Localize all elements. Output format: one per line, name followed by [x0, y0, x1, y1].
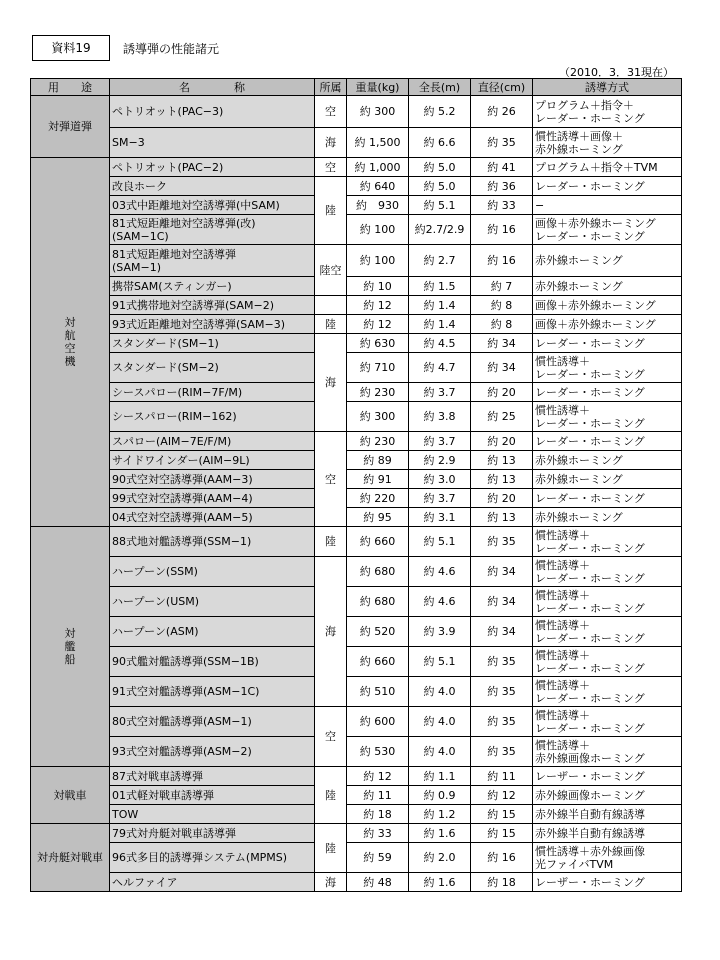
table-row [31, 296, 682, 315]
missile-name: ペトリオット(PAC−2) [110, 158, 315, 177]
table-row [31, 767, 682, 786]
diameter-cell: 約 15 [471, 824, 533, 843]
table-row [31, 737, 682, 767]
length-cell: 約 4.7 [409, 353, 471, 383]
table-row [31, 383, 682, 402]
diameter-cell: 約 41 [471, 158, 533, 177]
weight-cell: 約 33 [347, 824, 409, 843]
guidance-cell: 赤外線半自動有線誘導 [533, 824, 682, 843]
diameter-cell: 約 25 [471, 402, 533, 432]
guidance-cell: 赤外線ホーミング [533, 470, 682, 489]
missile-name: ハープーン(SSM) [110, 557, 315, 587]
guidance-cell: レーダー・ホーミング [533, 383, 682, 402]
length-cell: 約 3.0 [409, 470, 471, 489]
length-cell: 約 4.6 [409, 557, 471, 587]
length-cell: 約 3.1 [409, 508, 471, 527]
weight-cell: 約 220 [347, 489, 409, 508]
missile-name: スタンダード(SM−2) [110, 353, 315, 383]
missile-name: 90式艦対艦誘導弾(SSM−1B) [110, 647, 315, 677]
diameter-cell: 約 16 [471, 215, 533, 245]
missile-name: 91式携帯地対空誘導弾(SAM−2) [110, 296, 315, 315]
guidance-cell: 画像＋赤外線ホーミング レーダー・ホーミング [533, 215, 682, 245]
table-row [31, 707, 682, 737]
guidance-cell: 画像＋赤外線ホーミング [533, 296, 682, 315]
guidance-cell: 赤外線ホーミング [533, 245, 682, 277]
guidance-cell: 慣性誘導＋ レーダー・ホーミング [533, 587, 682, 617]
diameter-cell: 約 35 [471, 737, 533, 767]
table-row [31, 786, 682, 805]
missile-name: 93式近距離地対空誘導弾(SAM−3) [110, 315, 315, 334]
weight-cell: 約 630 [347, 334, 409, 353]
missile-name: 携帯SAM(スティンガー) [110, 277, 315, 296]
length-cell: 約 1.1 [409, 767, 471, 786]
diameter-cell: 約 18 [471, 873, 533, 892]
table-row [31, 432, 682, 451]
affiliation-cell: 陸 [315, 767, 347, 824]
diameter-cell: 約 16 [471, 843, 533, 873]
diameter-cell: 約 35 [471, 128, 533, 158]
missile-spec-table [30, 78, 682, 892]
diameter-cell: 約 34 [471, 334, 533, 353]
diameter-cell: 約 26 [471, 96, 533, 128]
length-cell: 約 5.1 [409, 196, 471, 215]
table-row [31, 451, 682, 470]
guidance-cell: 赤外線画像ホーミング [533, 786, 682, 805]
diameter-cell: 約 12 [471, 786, 533, 805]
affiliation-cell: 陸 [315, 824, 347, 873]
length-cell: 約 5.0 [409, 177, 471, 196]
header-name: 名 称 [110, 79, 315, 96]
diameter-cell: 約 35 [471, 677, 533, 707]
missile-name: シースパロー(RIM−7F/M) [110, 383, 315, 402]
weight-cell: 約 48 [347, 873, 409, 892]
table-row [31, 353, 682, 383]
length-cell: 約 2.0 [409, 843, 471, 873]
weight-cell: 約 510 [347, 677, 409, 707]
guidance-cell: レーダー・ホーミング [533, 489, 682, 508]
weight-cell: 約 91 [347, 470, 409, 489]
weight-cell: 約 300 [347, 96, 409, 128]
length-cell: 約 1.6 [409, 873, 471, 892]
header-affiliation: 所属 [315, 79, 347, 96]
affiliation-cell: 海 [315, 128, 347, 158]
header-row [31, 79, 682, 96]
diameter-cell: 約 11 [471, 767, 533, 786]
length-cell: 約2.7/2.9 [409, 215, 471, 245]
diameter-cell: 約 13 [471, 470, 533, 489]
length-cell: 約 1.6 [409, 824, 471, 843]
affiliation-cell [315, 296, 347, 315]
guidance-cell: 画像＋赤外線ホーミング [533, 315, 682, 334]
missile-name: 87式対戦車誘導弾 [110, 767, 315, 786]
diameter-cell: 約 35 [471, 647, 533, 677]
weight-cell: 約 530 [347, 737, 409, 767]
guidance-cell: 慣性誘導＋赤外線画像 光ファイバTVM [533, 843, 682, 873]
guidance-cell: − [533, 196, 682, 215]
guidance-cell: 赤外線半自動有線誘導 [533, 805, 682, 824]
weight-cell: 約 930 [347, 196, 409, 215]
missile-name: 04式空対空誘導弾(AAM−5) [110, 508, 315, 527]
affiliation-cell: 陸 [315, 315, 347, 334]
missile-name: ハープーン(USM) [110, 587, 315, 617]
affiliation-cell: 空 [315, 707, 347, 767]
header-length: 全長(m) [409, 79, 471, 96]
missile-name: 90式空対空誘導弾(AAM−3) [110, 470, 315, 489]
guidance-cell: 慣性誘導＋ レーダー・ホーミング [533, 707, 682, 737]
weight-cell: 約 640 [347, 177, 409, 196]
guidance-cell: 慣性誘導＋ レーダー・ホーミング [533, 557, 682, 587]
weight-cell: 約 11 [347, 786, 409, 805]
affiliation-cell: 陸空 [315, 245, 347, 296]
weight-cell: 約 680 [347, 587, 409, 617]
diameter-cell: 約 34 [471, 353, 533, 383]
diameter-cell: 約 34 [471, 587, 533, 617]
weight-cell: 約 12 [347, 315, 409, 334]
length-cell: 約 6.6 [409, 128, 471, 158]
length-cell: 約 2.7 [409, 245, 471, 277]
header-diameter: 直径(cm) [471, 79, 533, 96]
weight-cell: 約 100 [347, 245, 409, 277]
missile-name: ヘルファイア [110, 873, 315, 892]
length-cell: 約 1.4 [409, 315, 471, 334]
length-cell: 約 3.8 [409, 402, 471, 432]
missile-name: ハープーン(ASM) [110, 617, 315, 647]
table-row [31, 315, 682, 334]
table-row [31, 617, 682, 647]
guidance-cell: レーダー・ホーミング [533, 177, 682, 196]
weight-cell: 約 520 [347, 617, 409, 647]
category-cell: 対舟艇対戦車 [31, 824, 110, 892]
missile-name: SM−3 [110, 128, 315, 158]
table-row [31, 587, 682, 617]
weight-cell: 約 18 [347, 805, 409, 824]
missile-name: 改良ホーク [110, 177, 315, 196]
header-weight: 重量(kg) [347, 79, 409, 96]
document-title: 誘導弾の性能諸元 [123, 42, 220, 56]
length-cell: 約 1.2 [409, 805, 471, 824]
missile-name: スパロー(AIM−7E/F/M) [110, 432, 315, 451]
length-cell: 約 4.5 [409, 334, 471, 353]
guidance-cell: 慣性誘導＋ レーダー・ホーミング [533, 353, 682, 383]
table-row [31, 245, 682, 277]
table-row [31, 508, 682, 527]
weight-cell: 約 12 [347, 767, 409, 786]
guidance-cell: レーザー・ホーミング [533, 873, 682, 892]
table-row [31, 177, 682, 196]
guidance-cell: 赤外線ホーミング [533, 508, 682, 527]
weight-cell: 約 230 [347, 383, 409, 402]
weight-cell: 約 12 [347, 296, 409, 315]
diameter-cell: 約 16 [471, 245, 533, 277]
missile-name: 91式空対艦誘導弾(ASM−1C) [110, 677, 315, 707]
guidance-cell: 慣性誘導＋ レーダー・ホーミング [533, 617, 682, 647]
length-cell: 約 4.0 [409, 707, 471, 737]
category-cell: 対 航 空 機 [31, 158, 110, 527]
table-row [31, 158, 682, 177]
weight-cell: 約 300 [347, 402, 409, 432]
diameter-cell: 約 34 [471, 617, 533, 647]
guidance-cell: プログラム＋指令＋ レーダー・ホーミング [533, 96, 682, 128]
guidance-cell: 赤外線ホーミング [533, 277, 682, 296]
weight-cell: 約 1,500 [347, 128, 409, 158]
diameter-cell: 約 20 [471, 489, 533, 508]
weight-cell: 約 230 [347, 432, 409, 451]
affiliation-cell: 海 [315, 334, 347, 432]
table-row [31, 128, 682, 158]
length-cell: 約 1.4 [409, 296, 471, 315]
length-cell: 約 3.9 [409, 617, 471, 647]
table-row [31, 334, 682, 353]
guidance-cell: プログラム＋指令＋TVM [533, 158, 682, 177]
table-row [31, 557, 682, 587]
header-guidance: 誘導方式 [533, 79, 682, 96]
missile-name: 81式短距離地対空誘導弾 (SAM−1) [110, 245, 315, 277]
guidance-cell: レーダー・ホーミング [533, 334, 682, 353]
table-row [31, 96, 682, 128]
missile-name: 79式対舟艇対戦車誘導弾 [110, 824, 315, 843]
missile-name: 96式多目的誘導弾システム(MPMS) [110, 843, 315, 873]
length-cell: 約 4.0 [409, 677, 471, 707]
missile-name: シースパロー(RIM−162) [110, 402, 315, 432]
missile-name: サイドワインダー(AIM−9L) [110, 451, 315, 470]
length-cell: 約 0.9 [409, 786, 471, 805]
affiliation-cell: 空 [315, 96, 347, 128]
guidance-cell: レーザー・ホーミング [533, 767, 682, 786]
table-row [31, 277, 682, 296]
missile-name: 80式空対艦誘導弾(ASM−1) [110, 707, 315, 737]
table-row [31, 647, 682, 677]
table-row [31, 402, 682, 432]
guidance-cell: 慣性誘導＋ レーダー・ホーミング [533, 677, 682, 707]
affiliation-cell: 海 [315, 557, 347, 707]
guidance-cell: 慣性誘導＋ レーダー・ホーミング [533, 527, 682, 557]
length-cell: 約 3.7 [409, 432, 471, 451]
affiliation-cell: 陸 [315, 527, 347, 557]
length-cell: 約 5.1 [409, 527, 471, 557]
diameter-cell: 約 8 [471, 296, 533, 315]
diameter-cell: 約 36 [471, 177, 533, 196]
table-row [31, 527, 682, 557]
missile-name: 99式空対空誘導弾(AAM−4) [110, 489, 315, 508]
missile-name: ペトリオット(PAC−3) [110, 96, 315, 128]
length-cell: 約 3.7 [409, 383, 471, 402]
table-row [31, 470, 682, 489]
diameter-cell: 約 35 [471, 527, 533, 557]
diameter-cell: 約 33 [471, 196, 533, 215]
weight-cell: 約 660 [347, 527, 409, 557]
missile-name: 03式中距離地対空誘導弾(中SAM) [110, 196, 315, 215]
diameter-cell: 約 20 [471, 432, 533, 451]
missile-name: 88式地対艦誘導弾(SSM−1) [110, 527, 315, 557]
weight-cell: 約 1,000 [347, 158, 409, 177]
diameter-cell: 約 7 [471, 277, 533, 296]
missile-name: 93式空対艦誘導弾(ASM−2) [110, 737, 315, 767]
affiliation-cell: 陸 [315, 177, 347, 245]
length-cell: 約 4.6 [409, 587, 471, 617]
diameter-cell: 約 34 [471, 557, 533, 587]
length-cell: 約 1.5 [409, 277, 471, 296]
table-row [31, 196, 682, 215]
guidance-cell: 慣性誘導＋ レーダー・ホーミング [533, 402, 682, 432]
table-row [31, 873, 682, 892]
as-of-date: （2010．3．31現在） [559, 66, 674, 79]
length-cell: 約 5.1 [409, 647, 471, 677]
weight-cell: 約 710 [347, 353, 409, 383]
guidance-cell: 慣性誘導＋ レーダー・ホーミング [533, 647, 682, 677]
length-cell: 約 2.9 [409, 451, 471, 470]
guidance-cell: 慣性誘導＋ 赤外線画像ホーミング [533, 737, 682, 767]
weight-cell: 約 680 [347, 557, 409, 587]
diameter-cell: 約 8 [471, 315, 533, 334]
diameter-cell: 約 20 [471, 383, 533, 402]
table-row [31, 843, 682, 873]
guidance-cell: 赤外線ホーミング [533, 451, 682, 470]
length-cell: 約 3.7 [409, 489, 471, 508]
affiliation-cell: 空 [315, 158, 347, 177]
weight-cell: 約 600 [347, 707, 409, 737]
table-row [31, 824, 682, 843]
table-row [31, 677, 682, 707]
weight-cell: 約 10 [347, 277, 409, 296]
guidance-cell: レーダー・ホーミング [533, 432, 682, 451]
table-row [31, 215, 682, 245]
weight-cell: 約 660 [347, 647, 409, 677]
affiliation-cell: 海 [315, 873, 347, 892]
document-label: 資料19 [32, 35, 110, 61]
length-cell: 約 5.2 [409, 96, 471, 128]
diameter-cell: 約 15 [471, 805, 533, 824]
weight-cell: 約 100 [347, 215, 409, 245]
diameter-cell: 約 13 [471, 451, 533, 470]
category-cell: 対 艦 船 [31, 527, 110, 767]
weight-cell: 約 59 [347, 843, 409, 873]
length-cell: 約 4.0 [409, 737, 471, 767]
header-usage: 用 途 [31, 79, 110, 96]
table-row [31, 489, 682, 508]
weight-cell: 約 89 [347, 451, 409, 470]
missile-name: 81式短距離地対空誘導弾(改) (SAM−1C) [110, 215, 315, 245]
diameter-cell: 約 35 [471, 707, 533, 737]
category-cell: 対戦車 [31, 767, 110, 824]
category-cell: 対弾道弾 [31, 96, 110, 158]
missile-name: 01式軽対戦車誘導弾 [110, 786, 315, 805]
missile-name: TOW [110, 805, 315, 824]
weight-cell: 約 95 [347, 508, 409, 527]
missile-name: スタンダード(SM−1) [110, 334, 315, 353]
affiliation-cell: 空 [315, 432, 347, 527]
table-row [31, 805, 682, 824]
guidance-cell: 慣性誘導＋画像＋ 赤外線ホーミング [533, 128, 682, 158]
length-cell: 約 5.0 [409, 158, 471, 177]
diameter-cell: 約 13 [471, 508, 533, 527]
